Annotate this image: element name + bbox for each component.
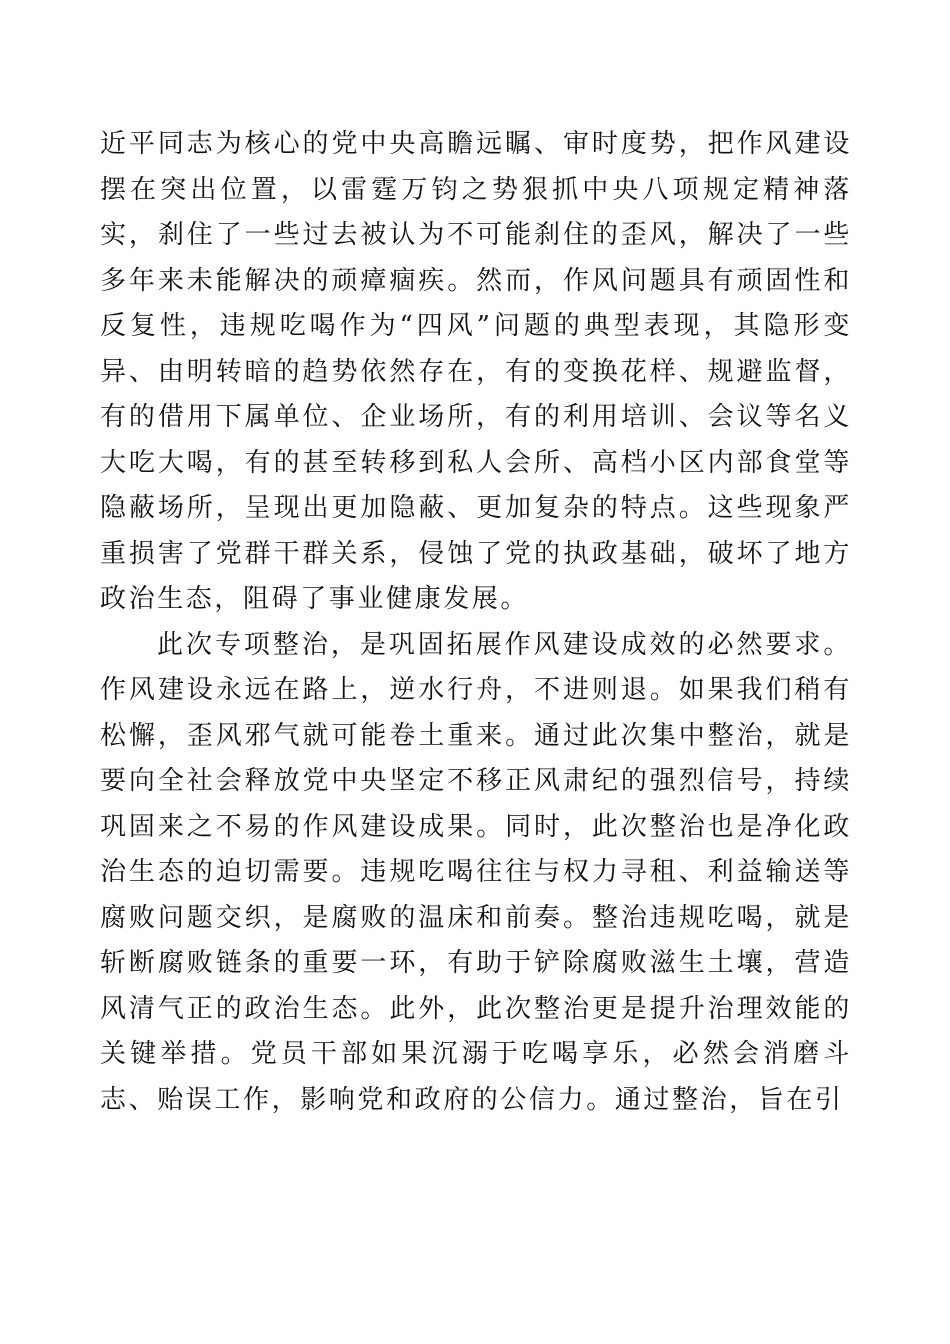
paragraph-2: 此次专项整治，是巩固拓展作风建设成效的必然要求。作风建设永远在路上，逆水行舟，不进则退。如果我们稍有松懈，歪风邪气就可能卷土重来。通过此次集中整治，就是要向全社会释放党中央坚定不移正风肃纪的强烈信号，持续巩固来之不易的作风建设成果。同时，此次整治也是净化政治生态的迫切需要。违规吃喝往往与权力寻租、利益输送等腐败问题交织，是腐败的温床和前奏。整治违规吃喝，就是斩断腐败链条的重要一环，有助于铲除腐败滋生土壤，营造风清气正的政治生态。此外，此次整治更是提升治理效能的关键举措。党员干部如果沉溺于吃喝享乐，必然会消磨斗志、贻误工作，影响党和政府的公信力。通过整治，旨在引 <box>100 629 852 1115</box>
paragraph-1: 近平同志为核心的党中央高瞻远瞩、审时度势，把作风建设摆在突出位置，以雷霆万钧之势狠抓中央八项规定精神落实，刹住了一些过去被认为不可能刹住的歪风，解决了一些多年来未能解决的顽瘴痼疾。然而，作风问题具有顽固性和反复性，违规吃喝作为“四风”问题的典型表现，其隐形变异、由明转暗的趋势依然存在，有的变换花样、规避监督，有的借用下属单位、企业场所，有的利用培训、会议等名义大吃大喝，有的甚至转移到私人会所、高档小区内部食堂等隐蔽场所，呈现出更加隐蔽、更加复杂的特点。这些现象严重损害了党群干群关系，侵蚀了党的执政基础，破坏了地方政治生态，阻碍了事业健康发展。 <box>100 129 852 614</box>
body-text <box>100 122 852 1123</box>
